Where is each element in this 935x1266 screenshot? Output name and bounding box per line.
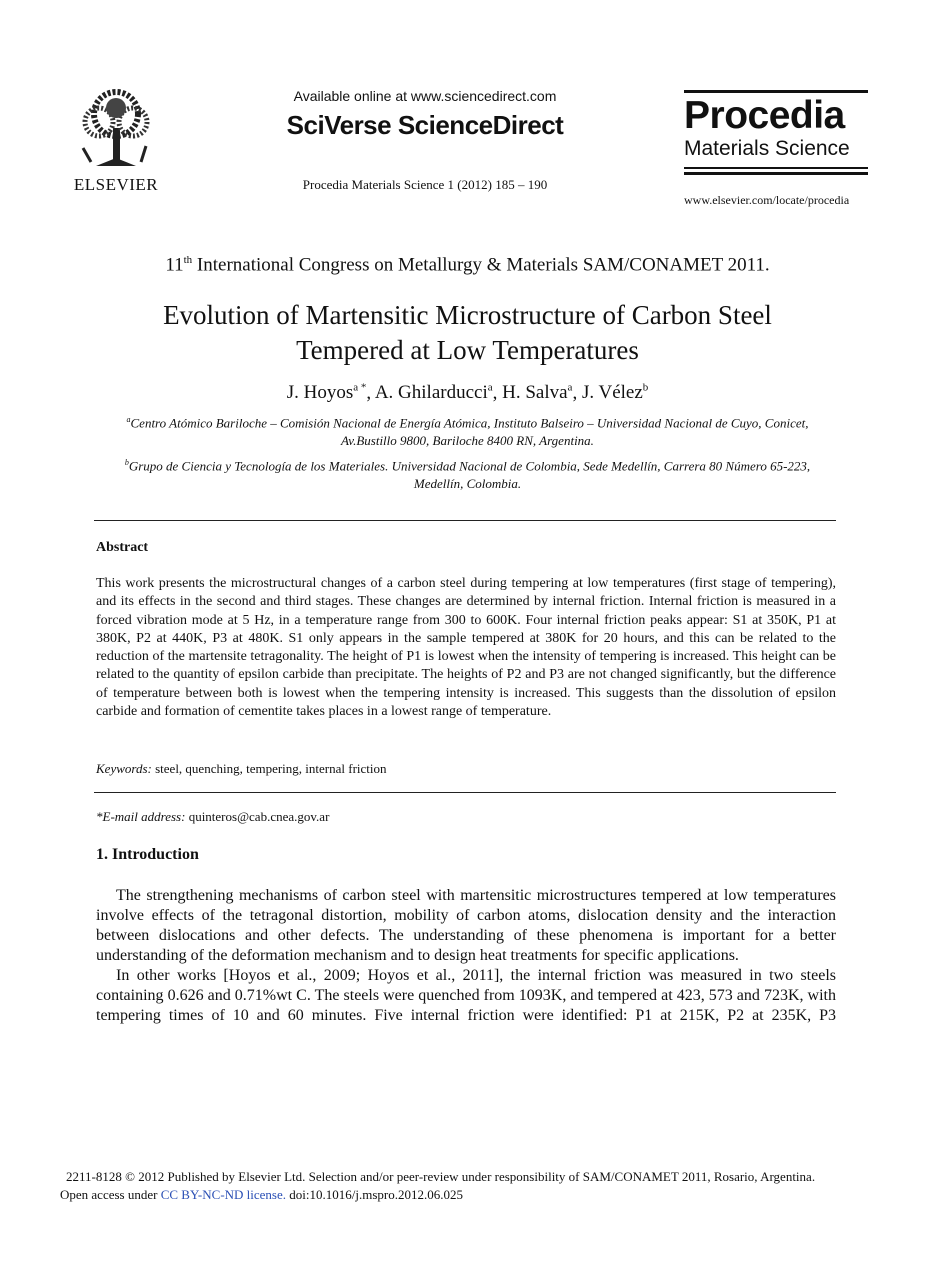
title-line-1: Evolution of Martensitic Microstructure of Carbon Steel: [163, 300, 772, 330]
procedia-journal-logo: [684, 90, 868, 175]
logo-top-bar: [684, 90, 868, 93]
author: A. Ghilarducci$^a$: [374, 382, 493, 404]
affiliation-marker: b: [124, 458, 129, 467]
title-line-2: Tempered at Low Temperatures: [296, 335, 639, 365]
logo-bottom-bar-2: [684, 172, 868, 175]
congress-line: [60, 254, 875, 276]
logo-bottom-bar: [684, 167, 868, 169]
license-line: [60, 1186, 875, 1204]
email-footnote: [96, 809, 329, 825]
affiliation-line: Av.Bustillo 9800, Bariloche 8400 RN, Argentina.: [341, 433, 594, 449]
keywords-list: steel, quenching, tempering, internal friction: [155, 761, 387, 776]
divider: [94, 792, 836, 793]
doi: doi:10.1016/j.mspro.2012.06.025: [289, 1187, 463, 1202]
introduction-paragraph-2: In other works [Hoyos et al., 2009; Hoyos et al., 2011], the internal friction was measured in two steels containing 0.626 and 0.71%wt C. The steels were quenched from 1093K, and tempered at 423, 573 and 723K, with tempering times of 10 and 60 minutes. Five internal friction were identified: P1 at 215K, P2 at 235K, P3: [96, 967, 836, 1024]
email-address[interactable]: quinteros@cab.cnea.gov.ar: [188, 809, 330, 824]
affiliation-line: Grupo de Ciencia y Tecnología de los Materiales. Universidad Nacional de Colombia, Sede Medellín, Carrera 80 Número 65-223,: [128, 458, 811, 474]
affiliation-marker: a: [126, 415, 131, 424]
introduction-paragraph-1: The strengthening mechanisms of carbon steel with martensitic microstructures tempered at low temperatures involve effects of the tetragonal distortion, mobility of carbon atoms, dislocation density and the interaction between dislocations and other defects. The understanding of these phenomena is important for a better understanding of the deformation mechanism and to design heat treatments for specific applications.: [96, 887, 836, 964]
journal-url-link[interactable]: www.elsevier.com/locate/procedia: [684, 193, 850, 207]
author: H. Salva$^a$: [502, 382, 573, 404]
abstract-heading: Abstract: [96, 540, 149, 555]
elsevier-tree-icon: [71, 88, 161, 168]
affiliation-line: Centro Atómico Bariloche – Comisión Nacional de Energía Atómica, Instituto Balseiro – Universidad Nacional de Cuyo, Conicet,: [130, 415, 809, 431]
affiliation-line: Medellín, Colombia.: [413, 476, 522, 492]
copyright-line: 2211-8128 © 2012 Published by Elsevier Ltd. Selection and/or peer-review under responsibility of SAM/CONAMET 2011, Rosario, Argentina.: [66, 1169, 816, 1184]
paper-title: [60, 298, 875, 368]
license-link[interactable]: CC BY-NC-ND license.: [160, 1187, 287, 1202]
elsevier-wordmark: ELSEVIER: [73, 175, 159, 194]
abstract-text: This work presents the microstructural changes of a carbon steel during tempering at low temperatures (first stage of tempering), and its effects in the second and third stages. These changes are determined by internal friction. Internal friction is measured in a forced vibration mode at 5 Hz, in a temperature range from 300 to 600K. Four internal friction peaks appear: S1 at 350K, P1 at 380K, P2 at 440K, P3 at 480K. S1 only appears in the sample tempered at 380K for 20 hours, and this can be related to the reduction of the martensite tetragonality. The height of P1 is lowest when the intensity of tempering is increased. This height can be related to the quantity of epsilon carbide than precipitate. The heights of P2 and P3 are not changed significantly, but the difference of temperature between both is lowest when the tempering intensity is increased. This suggests than the dissolution of epsilon carbide and formation of cementite takes places in a lowest range of temperature.: [96, 576, 836, 720]
available-online-link[interactable]: Available online at www.sciencedirect.com: [293, 88, 557, 104]
page-footer: [60, 1168, 875, 1204]
author: J. Hoyos$^{a *}$: [286, 382, 367, 404]
journal-reference: Procedia Materials Science 1 (2012) 185 – 190: [302, 177, 548, 192]
keywords: [96, 761, 387, 777]
affiliation-a: [100, 411, 835, 450]
affiliation-b: [100, 454, 835, 493]
author-list: J. Hoyos$^{a *}$, A. Ghilarducci$^a$, H. Salva$^a$, J. Vélez$^b$: [286, 382, 649, 404]
open-access-label: Open access under: [60, 1187, 158, 1202]
congress-text: International Congress on Metallurgy & Materials SAM/CONAMET 2011.: [196, 254, 770, 276]
divider: [94, 520, 836, 521]
keywords-label: Keywords:: [96, 761, 152, 776]
author: J. Vélez$^b$: [581, 382, 649, 404]
congress-ordinal: 11: [165, 254, 184, 276]
email-label: *E-mail address:: [96, 809, 186, 824]
materials-science-wordmark: Materials Science: [684, 137, 850, 160]
elsevier-logo: [66, 88, 166, 192]
introduction-heading: 1. Introduction: [96, 846, 199, 863]
congress-ordinal-suffix: th: [183, 254, 193, 266]
sciverse-sciencedirect-logo[interactable]: SciVerse ScienceDirect: [286, 110, 564, 140]
procedia-wordmark: Procedia: [684, 94, 845, 137]
